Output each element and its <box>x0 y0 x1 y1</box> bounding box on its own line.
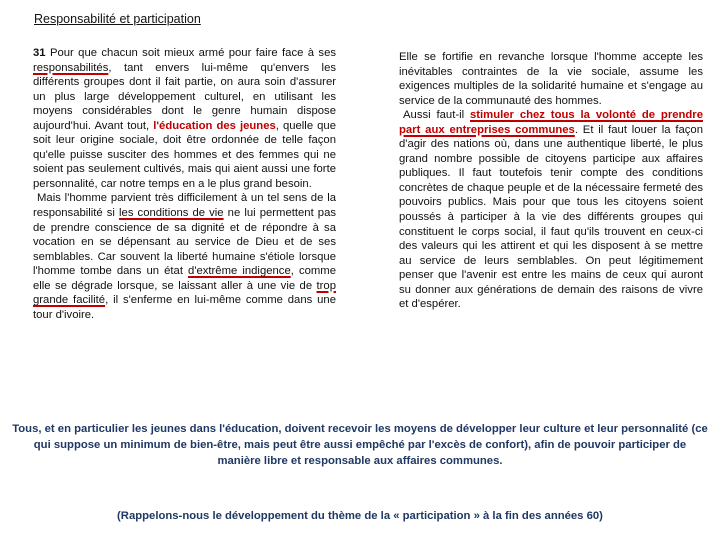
conclusion-text: Tous, et en particulier les jeunes dans l'éducation, doivent recevoir les moyens de développer leur culture et leur personnalité (ce qui suppose un minimum de bien-être, mais peut être aussi empêché par l'excès de confort), afin de pouvoir participer de manière libre et responsable aux affaires communes. <box>12 423 708 468</box>
highlight-phrase: l'éducation des jeunes <box>153 119 276 132</box>
highlight-phrase: stimuler chez tous la volonté de prendre part aux entreprises communes <box>399 109 703 136</box>
underlined-phrase: trop grande facilité <box>33 279 336 307</box>
paragraph-31: 31 Pour que chacun soit mieux armé pour faire face à ses responsabilités, tant envers lui-même qu'envers les différents groupes dont il fait partie, on aura soin d'assurer un plus large développement culturel, en utilisant les moyens considérables dont le genre humain dispose aujourd'hui. Avant tout, l'éducation des jeunes, quelle que soit leur origine sociale, doit être ordonnée de telle façon qu'elle puisse susciter des hommes et des femmes qui ne soient pas seulement cultivés, mais qui aient aussi une forte personnalité, car notre temps en a le plus grand besoin. <box>33 47 336 190</box>
paragraph-right-1: Elle se fortifie en revanche lorsque l'homme accepte les inévitables contraintes de la vie sociale, assume les exigences multiples de la solidarité humaine et s'engage au service de la communauté des hommes. <box>399 51 703 107</box>
paragraph-2: Mais l'homme parvient très difficilement à un tel sens de la responsabilité si les conditions de vie ne lui permettent pas de prendre conscience de sa dignité et de répondre à sa vocation en se dépensant au service de Dieu et de ses semblables. Car souvent la liberté humaine s'étiole lorsque l'homme tombe dans un état d'extrême indigence, comme elle se dégrade lorsque, se laissant aller à une vie de trop grande facilité, il s'enferme en lui-même comme dans une tour d'ivoire. <box>33 192 336 321</box>
paragraph-right-2: Aussi faut-il stimuler chez tous la volonté de prendre part aux entreprises communes. Et il faut louer la façon d'agir des nations où, dans une authentique liberté, le plus grand nombre possible de citoyens participe aux affaires publiques. Il faut toutefois tenir compte des conditions concrètes de chaque peuple et de la nécessaire fermeté des pouvoirs publics. Mais pour que tous les citoyens soient poussés à participer à la vie des différents groupes qui constituent le corps social, il faut qu'ils trouvent en ceux-ci des valeurs qui les attirent et qui les disposent à se mettre au service de leurs semblables. On peut légitimement penser que l'avenir est entre les mains de ceux qui auront su donner aux générations de demain des raisons de vivre et d'espérer. <box>399 109 703 311</box>
left-column <box>33 46 336 322</box>
underlined-phrase: d'extrême indigence <box>188 265 291 278</box>
underlined-phrase: les conditions de vie <box>119 207 224 220</box>
paragraph-number: 31 <box>33 47 46 59</box>
underlined-phrase: responsabilités <box>33 61 109 74</box>
footnote: (Rappelons-nous le développement du thème de la « participation » à la fin des années 60) <box>117 510 603 522</box>
right-column <box>399 50 703 312</box>
page-title: Responsabilité et participation <box>34 12 201 26</box>
